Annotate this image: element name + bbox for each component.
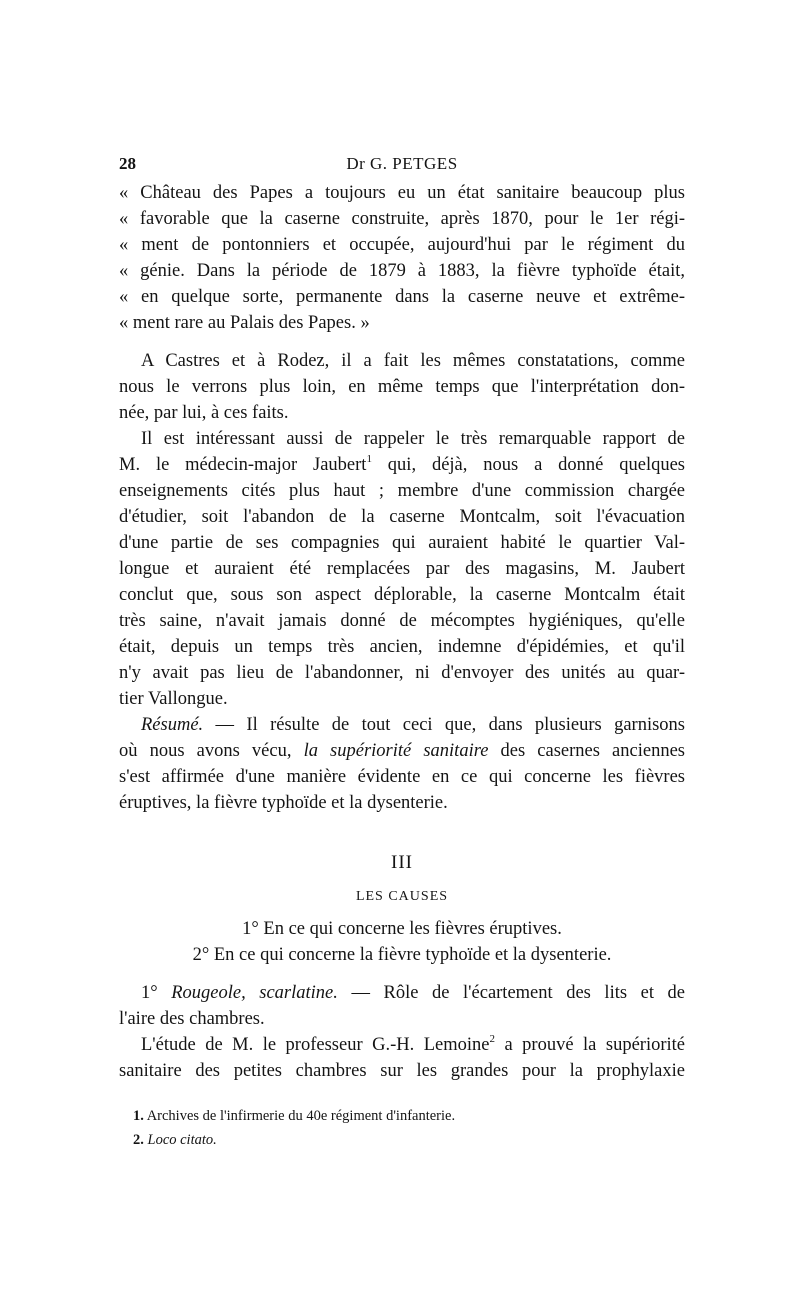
text-segment: a prouvé la supériorité (494, 1035, 685, 1055)
footnote (119, 1128, 685, 1152)
section-title: LES CAUSES (355, 889, 449, 904)
text-line: s'est affirmée d'une manière évidente en ce qui concerne les fièvres (119, 767, 685, 787)
text-line: n'y avait pas lieu de l'abandonner, ni d'envoyer des unités au quar- (119, 663, 685, 683)
text-segment: — Rôle de l'écartement des lits et de (337, 983, 685, 1003)
paragraph-castres (119, 348, 685, 426)
quote-line: « ment rare au Palais des Papes. » (119, 313, 370, 333)
quotation-block (119, 180, 685, 336)
toc-line: 2° En ce qui concerne la fièvre typhoïde et la dysenterie. (192, 945, 612, 965)
text-line: nous le verrons plus loin, en même temps que l'interprétation don- (119, 377, 685, 397)
summary-label: Résumé. (141, 715, 204, 735)
text-line: était, depuis un temps très ancien, indemne d'épidémies, et qu'il (119, 637, 685, 657)
text-line: d'étudier, soit l'abandon de la caserne Montcalm, soit l'évacuation (119, 507, 685, 527)
text-segment: 1° (141, 983, 172, 1003)
text-line: enseignements cités plus haut ; membre d'une commission chargée (119, 481, 685, 501)
text-line (119, 712, 685, 738)
text-line: Il est intéressant aussi de rappeler le très remarquable rapport de (141, 429, 685, 449)
text-line: très saine, n'avait jamais donné de mécomptes hygiéniques, qu'elle (119, 611, 685, 631)
quote-line: « en quelque sorte, permanente dans la caserne neuve et extrême- (119, 287, 685, 307)
page-header (119, 150, 685, 180)
paragraph-rougeole (119, 980, 685, 1032)
footnote (119, 1104, 685, 1128)
text-line (119, 452, 685, 478)
text-line: longue et auraient été remplacées par des magasins, M. Jaubert (119, 559, 685, 579)
text-segment: M. le médecin-major Jaubert (119, 455, 367, 475)
running-head: Dr G. PETGES (346, 154, 458, 173)
footnote-ref: 2 (489, 1032, 495, 1045)
subsection-title: Rougeole, scarlatine. (171, 983, 338, 1003)
quote-line: « Château des Papes a toujours eu un état sanitaire beaucoup plus (119, 183, 685, 203)
text-segment: des casernes anciennes (488, 741, 685, 761)
text-line: A Castres et à Rodez, il a fait les mêmes constatations, comme (141, 351, 685, 371)
quote-line: « ment de pontonniers et occupée, aujourd'hui par le régiment du (119, 235, 685, 255)
text-line: sanitaire des petites chambres sur les grandes pour la prophylaxie (119, 1061, 685, 1081)
book-page (119, 150, 685, 1152)
emphasis: la supériorité sanitaire (303, 741, 489, 761)
text-line (119, 738, 685, 764)
text-segment: où nous avons vécu, (119, 741, 304, 761)
paragraph-jaubert (119, 426, 685, 712)
text-line: d'une partie de ses compagnies qui auraient habité le quartier Val- (119, 533, 685, 553)
text-line (119, 1032, 685, 1058)
paragraph-lemoine (119, 1032, 685, 1084)
footnote-number: 1. (133, 1108, 144, 1124)
text-line: éruptives, la fièvre typhoïde et la dysenterie. (119, 793, 448, 813)
page-number: 28 (119, 154, 136, 173)
section-numeral: III (391, 852, 413, 873)
paragraph-summary (119, 712, 685, 816)
quote-line: « favorable que la caserne construite, après 1870, pour le 1er régi- (119, 209, 685, 229)
toc-line: 1° En ce qui concerne les fièvres éruptives. (242, 919, 562, 939)
footnote-number: 2. (133, 1132, 144, 1148)
text-line: conclut que, sous son aspect déplorable, la caserne Montcalm était (119, 585, 685, 605)
text-segment: L'étude de M. le professeur G.-H. Lemoine (141, 1035, 490, 1055)
text-segment: qui, déjà, nous a donné quelques (371, 455, 685, 475)
text-line (119, 980, 685, 1006)
quote-line: « génie. Dans la période de 1879 à 1883, la fièvre typhoïde était, (119, 261, 685, 281)
text-line: l'aire des chambres. (119, 1009, 265, 1029)
text-line: née, par lui, à ces faits. (119, 403, 289, 423)
footnote-text: Archives de l'infirmerie du 40e régiment d'infanterie. (143, 1108, 456, 1124)
footnote-ref: 1 (366, 452, 372, 465)
text-segment: — Il résulte de tout ceci que, dans plusieurs garnisons (203, 715, 685, 735)
text-line: tier Vallongue. (119, 689, 228, 709)
footnotes (119, 1104, 685, 1152)
footnote-text: Loco citato. (143, 1132, 217, 1148)
